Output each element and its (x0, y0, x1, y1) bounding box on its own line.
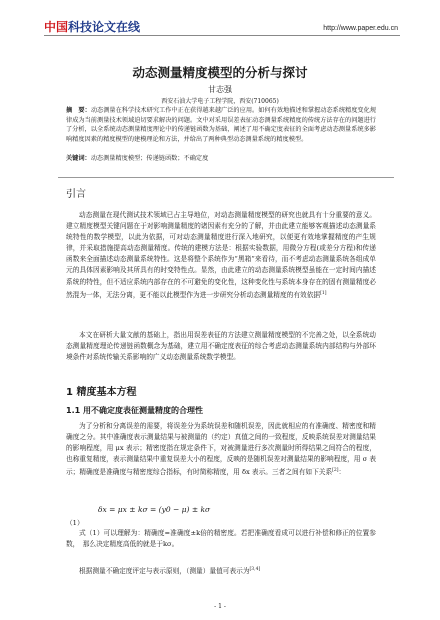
citation-3: [3,4] (249, 567, 261, 572)
keywords (66, 154, 376, 163)
final-paragraph-text: 根据测量不确定度评定与表示原则，（测量）量值可表示为 (79, 567, 250, 576)
abstract-label: 摘 要： (66, 107, 91, 114)
paper-title: 动态测量精度模型的分析与探讨 (132, 65, 308, 80)
author-affiliation: 西安石油大学电子工程学院，西安(710065) (161, 98, 279, 105)
intro-paragraph-1 (66, 210, 376, 301)
section-1-paragraph-text: 为了分析和分离误差的需要，将误差分为系统误差和随机误差，因此就相应的有准确度、精密度和精确度之分。其中准确度表示测量结果与被测量的（约定）真值之间的一致程度，反映系统误差对测量结果的影响程度，用 μx 表示；精密度指在规定条件下，对被测量进行多次测量时所得结果之间符合的程度，也称重复精度，表示测量结果中重复误差大小的程度，反映的是随机误差对测量结果的影响程度，用 σ 表示；精确度是准确度与精密度综合指标，有时简称精度，用 δx 表示。三者之间有如下关系 (66, 422, 376, 477)
abstract (66, 106, 376, 144)
section-divider (58, 177, 394, 178)
header-divider (44, 35, 400, 36)
abstract-text: 动态测量在科学技术研究工作中正在获得越来越广泛的应用。如何有效地描述和掌握动态系统精度变化规律成为当前测量技术领域迫切要求解决的问题。文中对采用误差表征动态测量系统精度的传统方法存在的问题进行了分析，以全系统动态测量精度理论中的传递链函数为基础，阐述了用不确定度表征的全面考虑动态测量系统多影响精度因素的精度模型的建模理论和方法，并给出了两种典型动态测量系统的精度模型。 (66, 107, 377, 143)
intro-heading: 引言 (66, 189, 86, 200)
site-logo[interactable] (44, 21, 140, 33)
section-1-paragraph: 为了分析和分离误差的需要，将误差分为系统误差和随机误差，因此就相应的有准确度、精密度和精确度之分。其中准确度表示测量结果与被测量的（约定）真值之间的一致程度，反映系统误差对测量结果的影响程度，用 μx 表示；精密度指在规定条件下，对被测量进行多次测量时所得结果之间符合的程度，也称重复精度，表示测量结果中重复误差大小的程度，反映的是随机误差对测量结果的影响程度，用 σ 表示；精确度是准确度与精密度综合指标，有时简称精度，用 δx 表示。三者之间有如下关系[2]： (66, 422, 376, 477)
citation-2: [2] (332, 468, 339, 474)
logo-cn-text: 中国 (44, 20, 69, 34)
equation-explanation: 式（1）可以理解为：精确度=准确度±k倍的精密度。若把准确度看成可以进行补偿和修正的位置参数， 那么决定精度高低的就是于kσ。 (66, 529, 376, 549)
site-url-link[interactable]: http://www.paper.edu.cn (323, 25, 398, 32)
section-1-heading: 1 精度基本方程 (66, 387, 137, 398)
section-1-1-heading: 1.1 用不确定度表征测量精度的合理性 (66, 406, 203, 415)
equation-1-number: （1） (66, 519, 84, 527)
final-paragraph (66, 564, 376, 577)
keywords-text: 动态测量精度模型；传递链函数；不确定度 (90, 155, 209, 162)
keywords-label: 关键词： (66, 155, 91, 162)
intro-paragraph-1-text: 动态测量在现代测试技术领域已占主导地位，对动态测量精度模型的研究也就具有十分重要的意义。 建立精度模型关键问题在于对影响测量精度的诸因素有充分的了解，并由此建立能够客观描述动态测量系统特性的数学模型，以此为依据，可对动态测量精度进行深入地研究，以便更有效地掌握精度的产生规律，并采取措施提高动态测量精度。传统的建模方法是：根据实验数据，用微分方程(或差分方程)和传递函数来全面描述动态测量系统特性。这是将整个系统作为“黑箱”来看待，而不考虑动态测量系统各组成单元的具体因素影响及其所具有的时变特性点。显然，由此建立的动态测量系统模型虽能在一定时间内描述系统的特性，但不适应系统内部存在的不可避免的变化性，这种变化性与系统本身存在的固有测量精度必然混为一体，无法分离，更不能以此模型作为进一步研究分析动态测量精度的有效依据 (66, 211, 376, 299)
intro-paragraph-2: 本文在研析大量文献的基础上，指出用误差表征的方法建立测量精度模型的不完善之处，以全系统动态测量精度理论传递链函数概念为基础，建立用不确定度表征的综合考虑动态测量系统内部结构与外部环境条件对系统传输关系影响的广义动态测量系统数学模型。 (66, 331, 376, 362)
equation-1: δx = μx ± kσ = (y0 − μ) ± kσ (98, 505, 211, 514)
logo-rest-text: 科技论文在线 (68, 20, 141, 34)
page-header (0, 0, 440, 34)
author-name: 甘志强 (208, 85, 232, 94)
page-number: - 1 - (214, 603, 226, 610)
citation-1: [1] (320, 290, 327, 296)
